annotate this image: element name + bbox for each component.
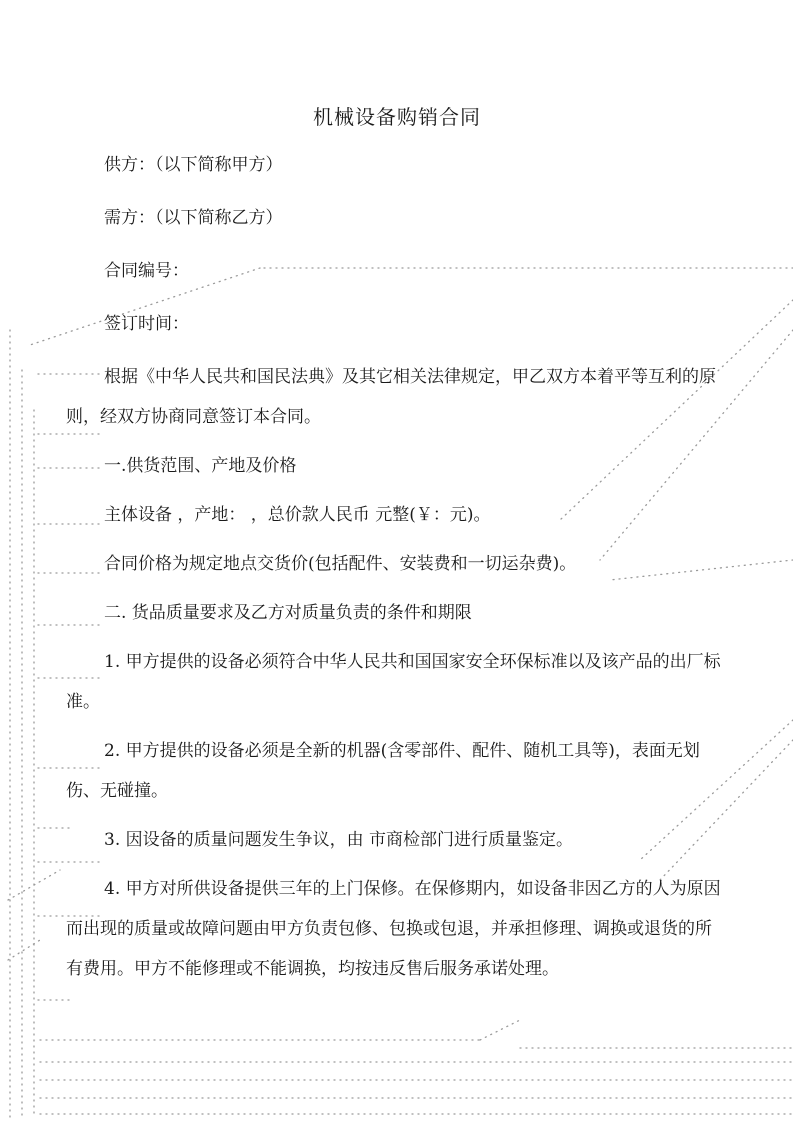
clause-2-4: 4. 甲方对所供设备提供三年的上门保修。在保修期内，如设备非因乙方的人为原因而出现的质量或故障问题由甲方负责包修、包换或包退，并承担修理、调换或退货的所有费用。甲方不能修理或不能调换，均按违反售后服务承诺处理。 (66, 879, 721, 979)
contract-body (66, 95, 728, 998)
section-2-heading: 二. 货品质量要求及乙方对质量负责的条件和期限 (104, 603, 472, 623)
contract-title: 机械设备购销合同 (313, 105, 481, 129)
signing-time-line: 签订时间： (104, 314, 189, 334)
buyer-line: 需方：（以下简称乙方） (104, 208, 283, 228)
price-terms-line: 合同价格为规定地点交货价(包括配件、安装费和一切运杂费)。 (104, 554, 577, 574)
section-1-heading: 一.供货范围、产地及价格 (104, 456, 297, 476)
clause-2-2: 2. 甲方提供的设备必须是全新的机器(含零部件、配件、随机工具等)，表面无划伤、无碰撞。 (66, 741, 700, 801)
contract-number-line: 合同编号： (104, 261, 189, 281)
clause-2-3: 3. 因设备的质量问题发生争议，由 市商检部门进行质量鉴定。 (104, 830, 574, 850)
supplier-line: 供方：（以下简称甲方） (104, 155, 283, 175)
preamble-paragraph: 根据《中华人民共和国民法典》及其它相关法律规定，甲乙双方本着平等互利的原则，经双方协商同意签订本合同。 (66, 367, 716, 427)
clause-2-1: 1. 甲方提供的设备必须符合中华人民共和国国家安全环保标准以及该产品的出厂标准。 (66, 652, 721, 712)
main-equipment-line: 主体设备 ，产地： ，总价款人民币 元整(￥：元)。 (104, 505, 491, 525)
